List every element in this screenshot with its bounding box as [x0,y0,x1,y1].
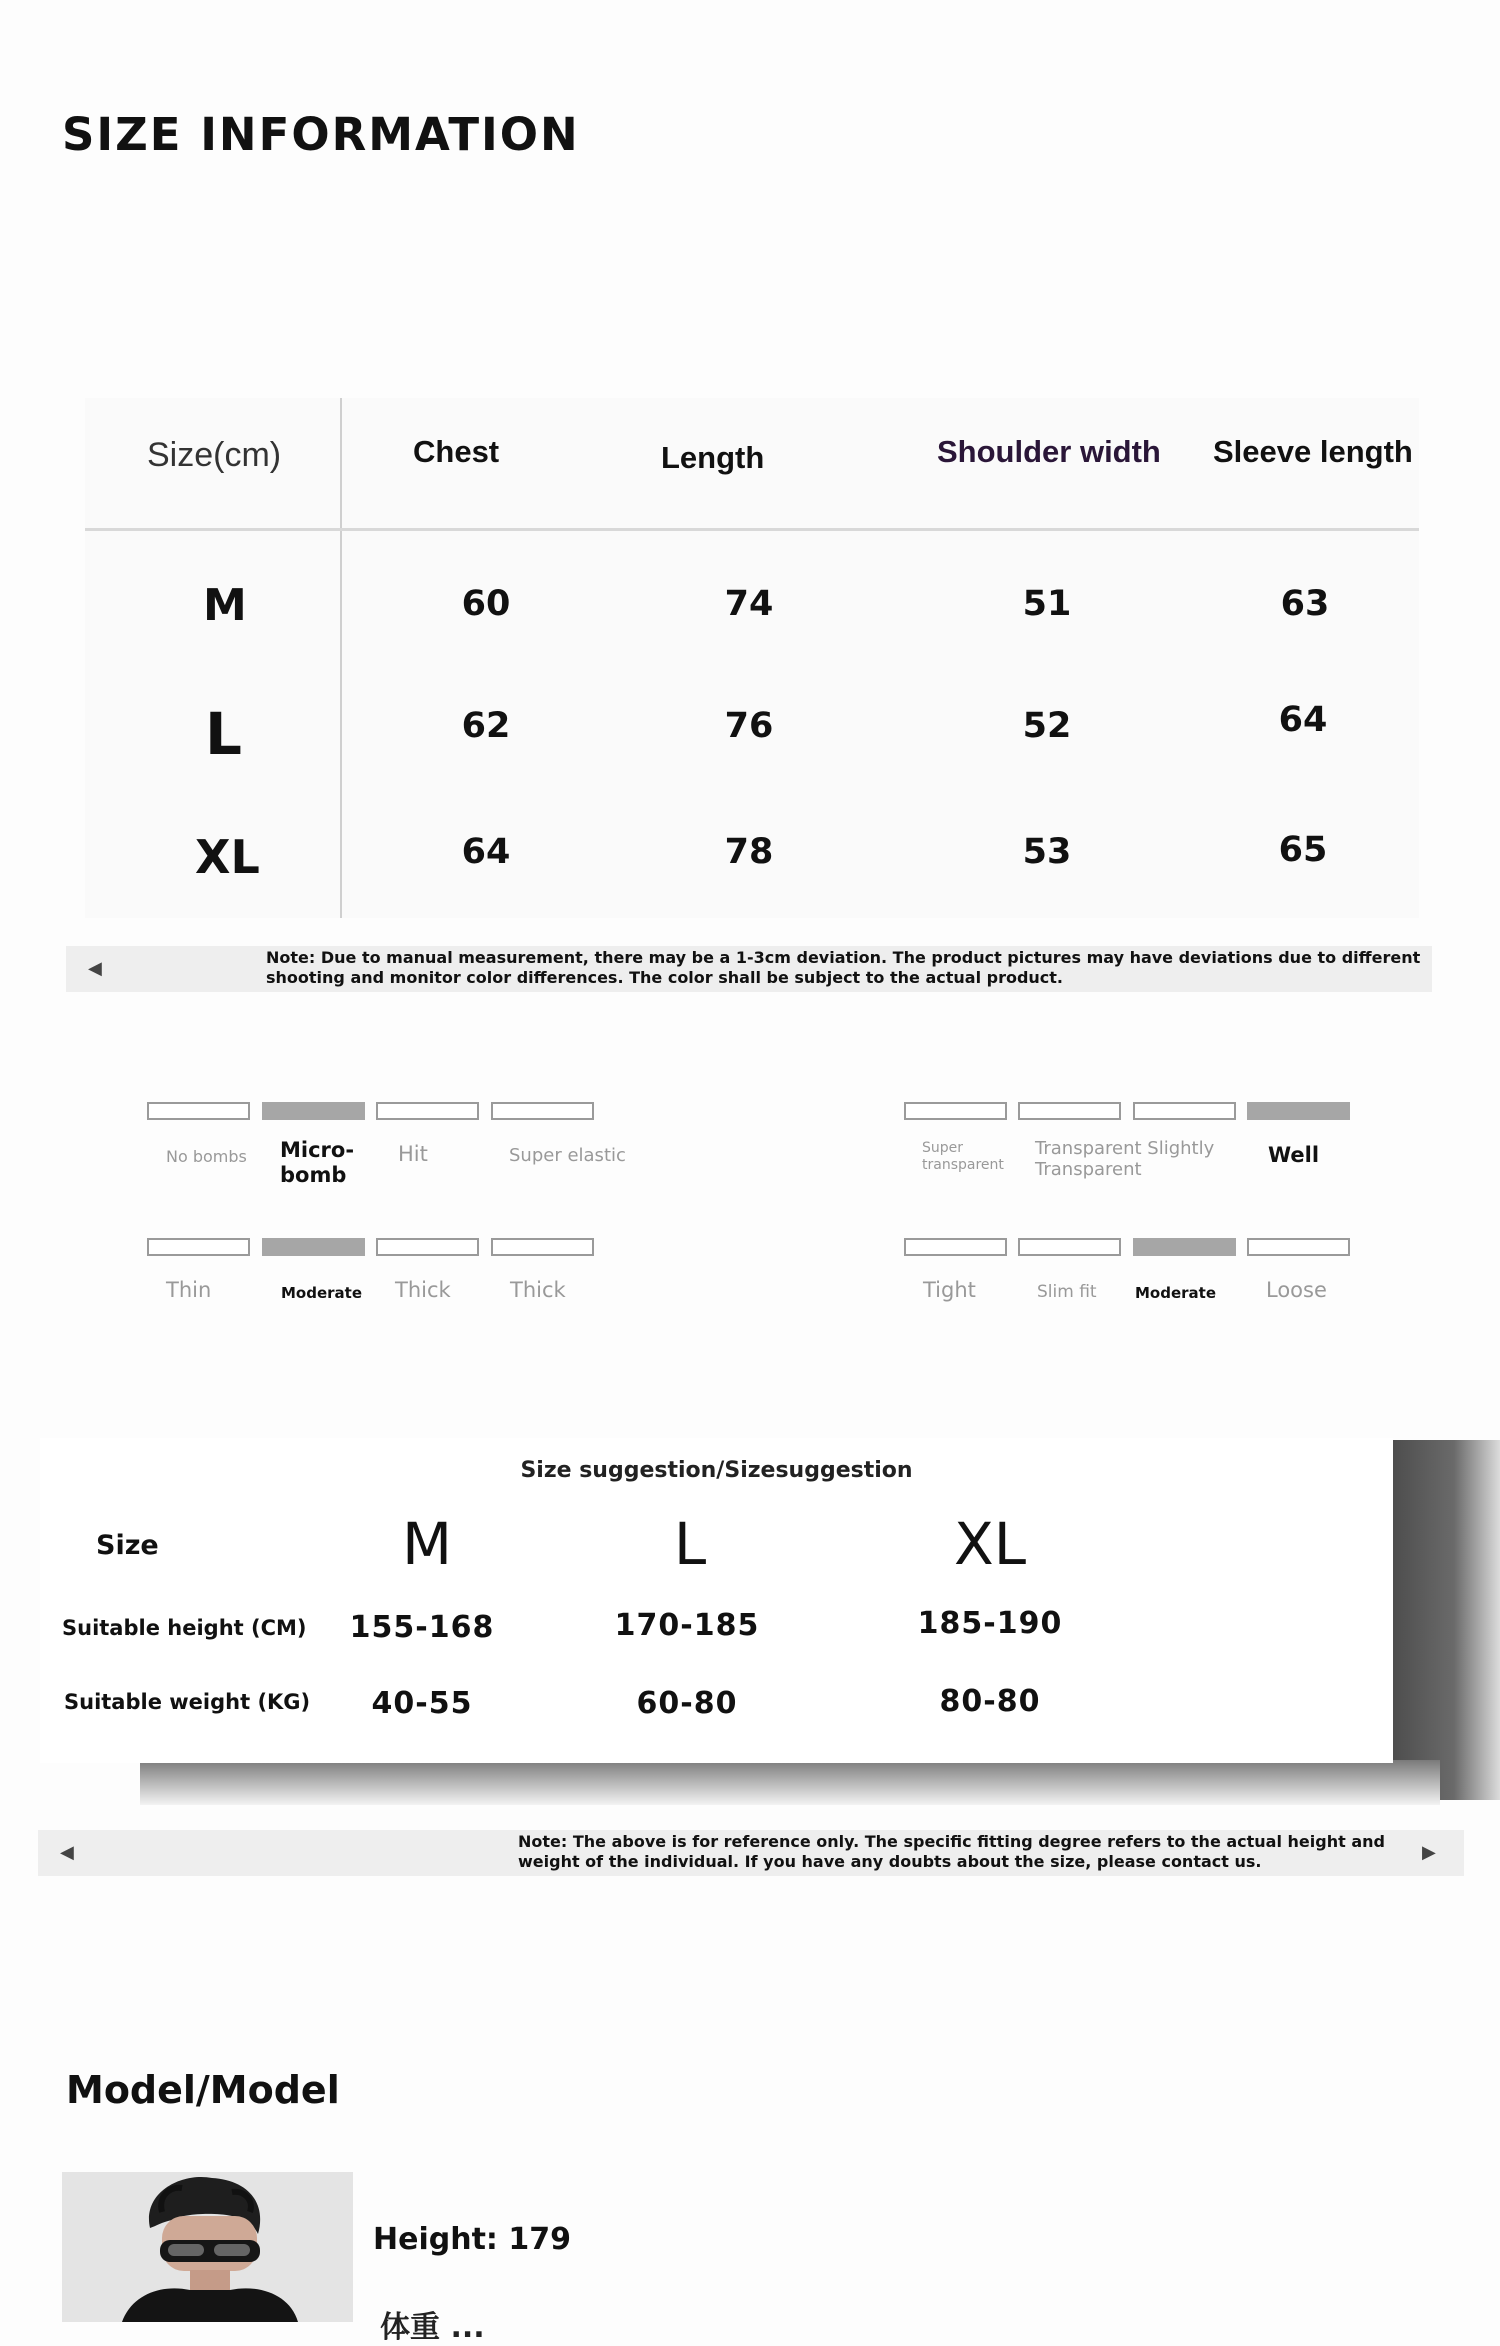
scale-transparency-label-4: Well [1268,1143,1320,1167]
row-label-m: M [203,580,247,631]
scale-fit-label-1: Tight [923,1278,976,1302]
scale-transparency-label-2: Transparent Slightly Transparent [1035,1138,1215,1180]
suggestion-height-m: 155-168 [349,1610,495,1645]
suggestion-height-l: 170-185 [614,1608,760,1643]
scale-elasticity-box-1 [147,1102,250,1120]
suggestion-height-xl: 185-190 [917,1606,1063,1641]
cell-m-chest: 60 [461,584,511,624]
card-shadow-bottom [140,1760,1440,1805]
scale-fit-label-2: Slim fit [1037,1282,1097,1302]
table-divider-horizontal [85,528,1419,531]
scale-thickness-box-3 [376,1238,479,1256]
scale-transparency-label-1: Super transparent [922,1140,1004,1173]
scale-fit-box-1 [904,1238,1007,1256]
note-bar-measurement [66,946,1432,992]
model-photo [62,2172,353,2322]
scale-elasticity-box-2 [262,1102,365,1120]
scale-thickness-label-2: Moderate [281,1284,363,1302]
scale-transparency-box-3 [1133,1102,1236,1120]
cell-m-length: 74 [724,584,774,624]
suggestion-weight-label: Suitable weight (KG) [64,1690,311,1714]
suggestion-size-xl: XL [953,1510,1027,1578]
arrow-right-icon[interactable]: ▶ [1422,1842,1436,1863]
suggestion-weight-xl: 80-80 [939,1684,1041,1719]
scale-elasticity-label-2: Micro-bomb [280,1138,355,1187]
scale-elasticity-label-4: Super elastic [509,1145,626,1166]
scale-fit-box-2 [1018,1238,1121,1256]
header-length: Length [661,440,765,475]
scale-thickness-box-4 [491,1238,594,1256]
cell-l-sleeve: 64 [1278,700,1328,740]
scale-transparency-box-4 [1247,1102,1350,1120]
scale-thickness-label-3: Thick [395,1278,451,1302]
scale-elasticity-box-3 [376,1102,479,1120]
model-section-title: Model/Model [66,2068,340,2112]
card-shadow-right [1385,1440,1500,1800]
page-title: SIZE INFORMATION [62,108,580,161]
note-measurement: Note: Due to manual measurement, there may be a 1-3cm deviation. The product pictures may have deviations due to different shooting and monitor color differences. The color shall be subject to the actual product. [266,948,1421,987]
scale-fit-box-3 [1133,1238,1236,1256]
scale-fit-box-4 [1247,1238,1350,1256]
scale-fit-label-3: Moderate [1135,1284,1217,1302]
note-reference: Note: The above is for reference only. The specific fitting degree refers to the actual height and weight of the individual. If you have any doubts about the size, please contact us. [518,1832,1385,1871]
header-shoulder-width: Shoulder width [937,434,1161,469]
cell-xl-shoulder: 53 [1022,832,1072,872]
row-label-xl: XL [195,830,260,884]
scale-thickness-box-2 [262,1238,365,1256]
scale-fit-label-4: Loose [1266,1278,1327,1302]
header-chest: Chest [413,434,500,469]
suggestion-weight-m: 40-55 [371,1686,473,1721]
cell-m-shoulder: 51 [1022,584,1072,624]
model-portrait-image [62,2172,353,2322]
scale-thickness-box-1 [147,1238,250,1256]
suggestion-size-label: Size [96,1530,159,1561]
model-weight-partial: 体重 ... [380,2310,485,2345]
cell-xl-sleeve: 65 [1278,830,1328,870]
scale-transparency-box-1 [904,1102,1007,1120]
arrow-left-icon[interactable]: ◀ [60,1842,74,1863]
header-sleeve-length: Sleeve length [1213,434,1413,469]
size-suggestion-card [40,1438,1393,1763]
size-suggestion-title: Size suggestion/Sizesuggestion [520,1458,913,1483]
scale-transparency-box-2 [1018,1102,1121,1120]
scale-elasticity-box-4 [491,1102,594,1120]
cell-l-length: 76 [724,706,774,746]
arrow-left-icon[interactable]: ◀ [88,958,102,979]
header-size: Size(cm) [147,436,282,474]
scale-thickness-label-1: Thin [166,1278,212,1302]
cell-xl-chest: 64 [461,832,511,872]
row-label-l: L [205,700,242,768]
cell-m-sleeve: 63 [1280,584,1330,624]
cell-l-chest: 62 [461,706,511,746]
note-bar-reference [38,1830,1464,1876]
model-height: Height: 179 [373,2222,571,2257]
cell-l-shoulder: 52 [1022,706,1072,746]
scale-elasticity-label-1: No bombs [166,1147,247,1166]
table-divider-vertical [340,398,342,918]
cell-xl-length: 78 [724,832,774,872]
scale-thickness-label-4: Thick [510,1278,566,1302]
suggestion-size-m: M [401,1510,453,1578]
size-table [85,398,1419,918]
suggestion-weight-l: 60-80 [636,1686,738,1721]
scale-elasticity-label-3: Hit [398,1142,428,1166]
suggestion-height-label: Suitable height (CM) [62,1616,307,1640]
suggestion-size-l: L [673,1510,707,1578]
